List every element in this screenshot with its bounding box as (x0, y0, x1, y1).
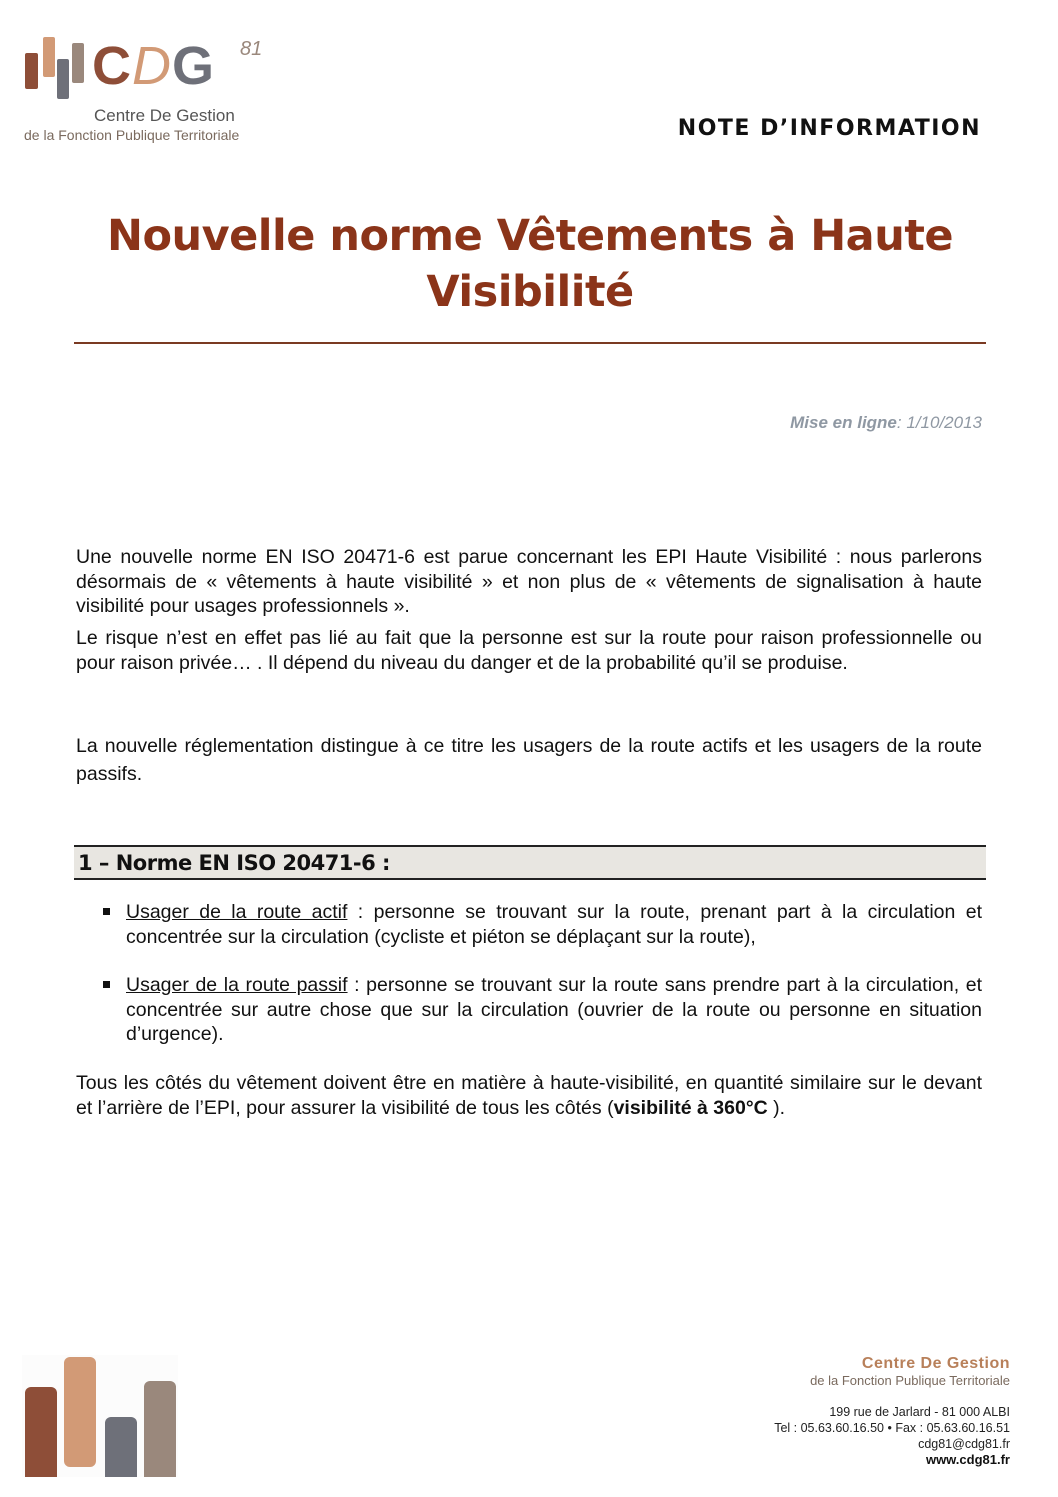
definition-list (100, 900, 982, 1071)
bullet-square-icon (103, 981, 110, 988)
title-divider (74, 342, 986, 344)
term-active-user: Usager de la route actif (126, 901, 348, 923)
publication-date: Mise en ligne: 1/10/2013 (790, 413, 982, 432)
section-heading-text: 1 – Norme EN ISO 20471-6 : (78, 851, 390, 875)
visibility-360-emphasis: visibilité à 360°C (613, 1096, 768, 1119)
intro-paragraph-3: La nouvelle réglementation distingue à ce titre les usagers de la route actifs et les usagers de la route passifs. (76, 735, 982, 785)
footer-address: 199 rue de Jarlard - 81 000 ALBI (829, 1405, 1010, 1419)
logo-subtitle-2: de la Fonction Publique Territoriale (24, 127, 240, 143)
footer-org-subtitle: de la Fonction Publique Territoriale (810, 1373, 1010, 1388)
page-title (74, 208, 986, 320)
definition-passive-user: : personne se trouvant sur la route sans prendre part à la circulation, et concentrée sur autre chose que sur la circulation (ouvrier de la route ou personne en situation d’urgence). (126, 974, 982, 1045)
logo-subtitle-1: Centre De Gestion (94, 106, 235, 125)
logo-bar-peach (43, 37, 55, 77)
footer-bar-slate (105, 1417, 137, 1477)
bullet-square-icon (103, 908, 110, 915)
logo-wordmark: CDG (92, 36, 216, 96)
intro-paragraph-2: Le risque n’est en effet pas lié au fait que la personne est sur la route pour raison professionnelle ou pour raison privée… . Il dépend du niveau du danger et de la probabilité qu’il se produise. (76, 627, 982, 674)
logo-bar-rust (25, 53, 38, 89)
footer-website-link[interactable]: www.cdg81.fr (925, 1452, 1010, 1467)
list-item (100, 973, 982, 1047)
publication-date-value: 1/10/2013 (906, 413, 982, 432)
footer-bar-taupe (144, 1381, 176, 1477)
footer-email[interactable]: cdg81@cdg81.fr (918, 1437, 1010, 1451)
closing-paragraph: Tous les côtés du vêtement doivent être en matière à haute-visibilité, en quantité similaire sur le devant et l’arrière de l’EPI, pour assurer la visibilité de tous les côtés (visibilité à 360°C ). (76, 1072, 982, 1119)
logo-bar-taupe (72, 43, 84, 83)
footer-org-name: Centre De Gestion (861, 1355, 1010, 1372)
footer-bar-peach (64, 1357, 96, 1467)
cdg81-logo (22, 34, 272, 146)
list-item (100, 900, 982, 949)
logo-bar-slate (57, 59, 69, 99)
section-heading-1 (74, 845, 986, 880)
footer-bar-rust (25, 1387, 57, 1477)
intro-paragraph-1: Une nouvelle norme EN ISO 20471-6 est parue concernant les EPI Haute Visibilité : nous parlerons désormais de « vêtements à haute visibilité » et non plus de « vêtements de signalisation à haute visibilité pour usages professionnels ». (76, 546, 982, 617)
title-line-1: Nouvelle norme Vêtements à Haute (106, 211, 954, 261)
footer-logo-bars (22, 1355, 178, 1477)
title-line-2: Visibilité (426, 267, 634, 317)
document-type: NOTE D’INFORMATION (677, 116, 981, 141)
publication-label: Mise en ligne (790, 413, 897, 432)
footer-contact (774, 1355, 1010, 1468)
definition-active-user: : personne se trouvant sur la route, prenant part à la circulation et concentrée sur la circulation (cycliste et piéton se déplaçant sur la route), (126, 901, 983, 948)
term-passive-user: Usager de la route passif (126, 974, 348, 996)
footer-phone-fax: Tel : 05.63.60.16.50 • Fax : 05.63.60.16.51 (774, 1421, 1010, 1435)
logo-number: 81 (240, 38, 263, 60)
